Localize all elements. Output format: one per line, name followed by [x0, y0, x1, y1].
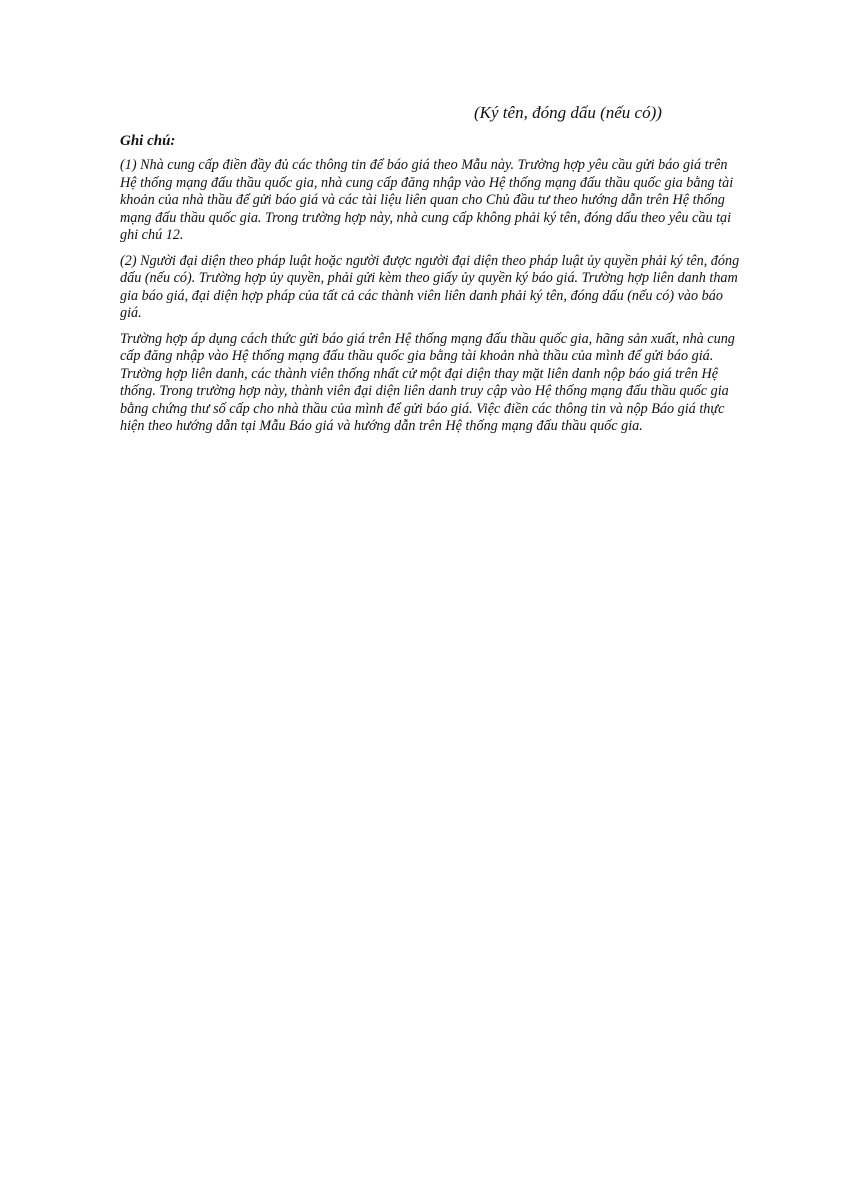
note-paragraph-2: (2) Người đại diện theo pháp luật hoặc người được người đại diện theo pháp luật ủy quyền phải ký tên, đóng dấu (nếu có). Trường hợp ủy quyền, phải gửi kèm theo giấy ủy quyền ký báo giá. Trường hợp liên danh tham gia báo giá, đại diện hợp pháp của tất cả các thành viên liên danh phải ký tên, đóng dấu (nếu có) vào báo giá.	[120, 252, 740, 321]
note-paragraph-1: (1) Nhà cung cấp điền đầy đủ các thông tin để báo giá theo Mẫu này. Trường hợp yêu cầu gửi báo giá trên Hệ thống mạng đấu thầu quốc gia, nhà cung cấp đăng nhập vào Hệ thống mạng đấu thầu quốc gia bằng tài khoản của nhà thầu để gửi báo giá và các tài liệu liên quan cho Chủ đầu tư theo hướng dẫn trên Hệ thống mạng đấu thầu quốc gia. Trong trường hợp này, nhà cung cấp không phải ký tên, đóng dấu theo yêu cầu tại ghi chú 12.	[120, 157, 734, 243]
signature-note: (Ký tên, đóng dấu (nếu có))	[474, 103, 662, 122]
notes-heading: Ghi chú:	[120, 133, 176, 149]
note-paragraph-3: Trường hợp áp dụng cách thức gửi báo giá trên Hệ thống mạng đấu thầu quốc gia, hãng sản xuất, nhà cung cấp đăng nhập vào Hệ thống mạng đấu thầu quốc gia bằng tài khoản nhà thầu của mình để gửi báo giá. Trường hợp liên danh, các thành viên thống nhất cử một đại diện thay mặt liên danh nộp báo giá trên Hệ thống. Trong trường hợp này, thành viên đại diện liên danh truy cập vào Hệ thống mạng đấu thầu quốc gia bằng chứng thư số cấp cho nhà thầu của mình để gửi báo giá. Việc điền các thông tin và nộp Báo giá thực hiện theo hướng dẫn tại Mẫu Báo giá và hướng dẫn trên Hệ thống mạng đấu thầu quốc gia.	[120, 330, 735, 434]
notes-section	[120, 131, 742, 444]
